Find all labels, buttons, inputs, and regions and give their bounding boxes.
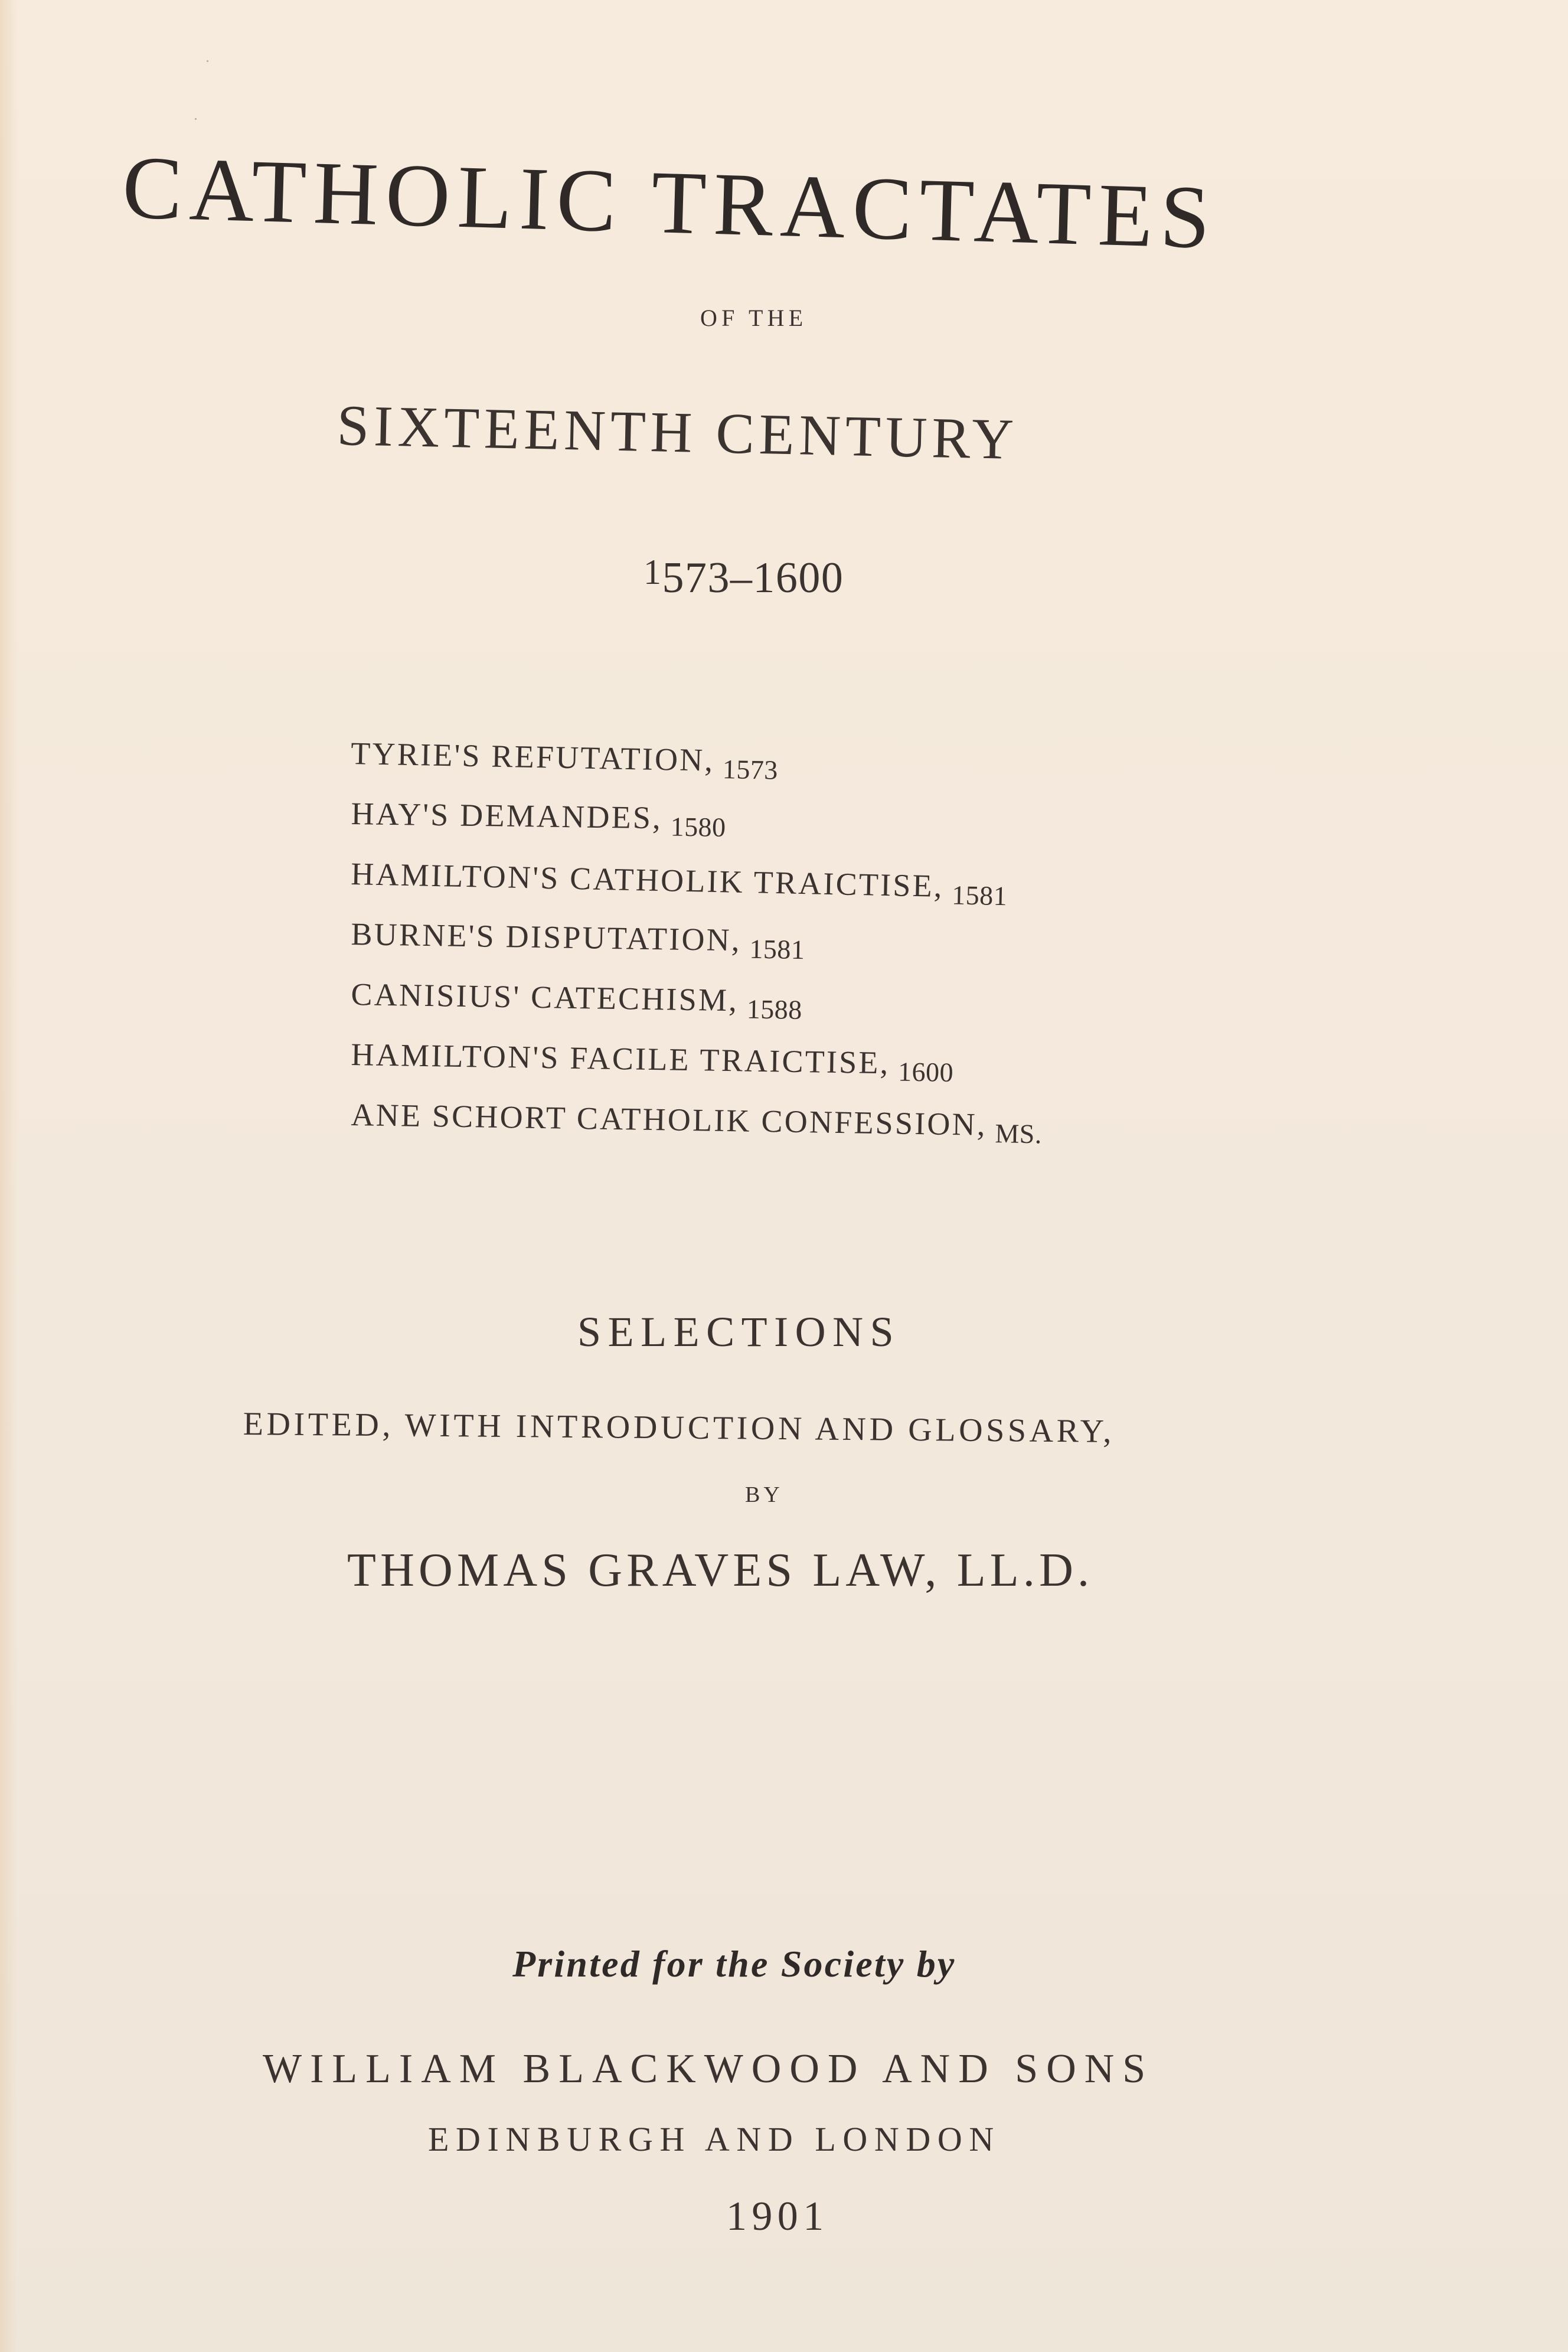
date-range-first-digit: 1 [643,553,662,592]
printed-for-line: Printed for the Society by [512,1943,956,1985]
contents-item-name: ANE SCHORT CATHOLIK CONFESSION, [351,1096,988,1142]
contents-item-year: 1580 [670,811,726,842]
book-title: CATHOLIC TRACTATES [121,137,1219,267]
selections-heading: SELECTIONS [577,1308,901,1355]
contents-item-year: 1588 [746,994,803,1025]
author-name: THOMAS GRAVES LAW, LL.D. [347,1544,1094,1596]
contents-item-year: 1600 [897,1056,954,1088]
contents-item-name: HAY'S DEMANDES, [351,795,663,836]
book-subtitle: SIXTEENTH CENTURY [336,393,1019,472]
contents-item [350,1036,1042,1107]
contents-item [351,795,1043,865]
publication-year: 1901 [726,2194,829,2239]
by-line: BY [745,1482,783,1507]
contents-item [350,916,1042,986]
edited-line: EDITED, WITH INTRODUCTION AND GLOSSARY, [243,1406,1115,1450]
contents-item-name: TYRIE'S REFUTATION, [350,735,715,778]
contents-item-name: BURNE'S DISPUTATION, [351,916,742,958]
contents-item-name: CANISIUS' CATECHISM, [351,976,739,1018]
date-range [643,552,844,603]
paper-speck [195,118,197,120]
contents-list [351,735,1043,1157]
contents-item-year: MS. [995,1118,1043,1149]
date-range-rest: 573–1600 [662,554,844,602]
contents-item-year: 1581 [951,880,1008,912]
contents-item-year: 1573 [722,754,779,785]
of-the-connector: OF THE [700,305,808,331]
publisher-name: WILLIAM BLACKWOOD AND SONS [263,2046,1154,2092]
paper-speck [207,60,208,62]
publisher-city: EDINBURGH AND LONDON [428,2120,1001,2158]
contents-item [350,976,1042,1047]
contents-item-name: HAMILTON'S CATHOLIK TRAICTISE, [350,855,945,904]
contents-item-year: 1581 [749,933,805,965]
contents-item [350,1096,1042,1167]
contents-item-name: HAMILTON'S FACILE TRAICTISE, [351,1036,890,1081]
